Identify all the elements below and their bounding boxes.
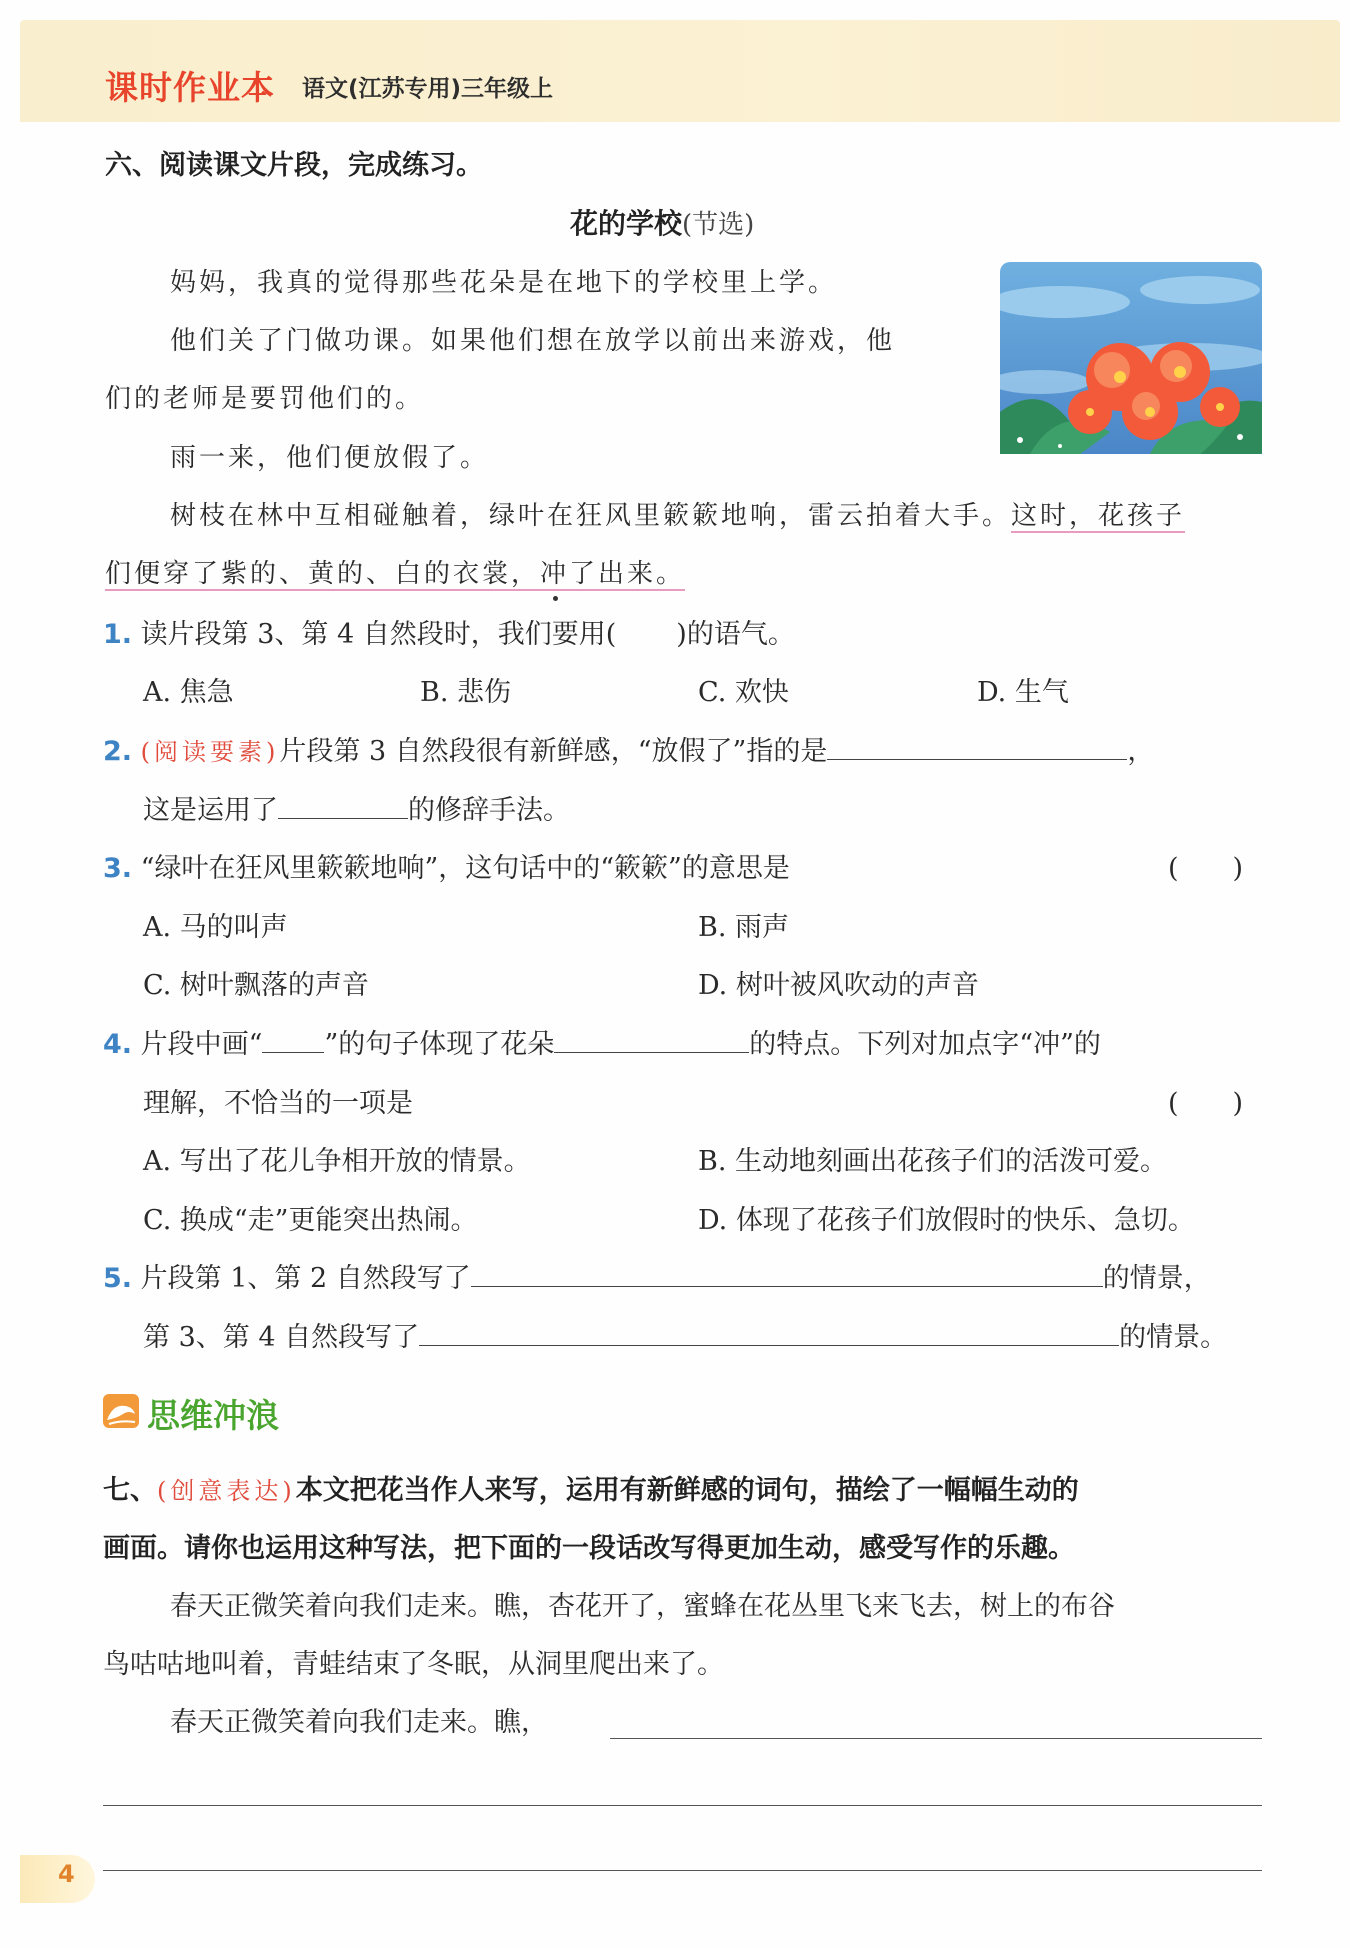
question-4-blank[interactable] [554,1030,749,1053]
subject-label: 语文(江苏专用)三年级上 [302,76,554,102]
passage-title [570,202,754,242]
question-1-text-b: )的语气。 [676,619,795,650]
q1-option-b[interactable]: B. 悲伤 [420,677,512,708]
section7-text-line1: 本文把花当作人来写，运用有新鲜感的词句，描绘了一幅幅生动的 [295,1475,1079,1506]
question-4 [103,1022,1101,1061]
q1-option-a[interactable]: A. 焦急 [143,677,234,708]
q3-option-b[interactable]: B. 雨声 [698,912,790,943]
q1-option-d[interactable]: D. 生气 [977,677,1069,708]
section7-prefix: 七、 [103,1475,157,1506]
q1-option-c[interactable]: C. 欢快 [698,677,789,708]
question-2-blank-2[interactable] [278,796,408,819]
section7-text-line2: 画面。请你也运用这种写法，把下面的一段话改写得更加生动，感受写作的乐趣。 [103,1533,1075,1564]
passage-p2-line2: 们的老师是要罚他们的。 [105,384,425,414]
q4-option-b[interactable]: B. 生动地刻画出花孩子们的活泼可爱。 [698,1146,1168,1177]
question-5-blank-2[interactable] [419,1323,1119,1346]
surf-wave-icon [103,1394,139,1428]
question-4-text-b: ”的句子体现了花朵 [324,1029,555,1060]
passage-p2-line1: 他们关了门做功课。如果他们想在放学以前出来游戏，他 [170,326,896,356]
question-2-line2-b: 的修辞手法。 [408,795,570,826]
q3-option-c[interactable]: C. 树叶飘落的声音 [143,970,369,1001]
brand-title: 课时作业本 [105,68,275,107]
question-1-text-a: 读片段第 3、第 4 自然段时，我们要用( [140,619,617,650]
passage-p4-line1-a: 树枝在林中互相碰触着，绿叶在狂风里簌簌地响，雷云拍着大手。 [170,501,1012,531]
question-2 [103,729,1154,768]
page-number: 4 [58,1860,75,1888]
q3-option-d[interactable]: D. 树叶被风吹动的声音 [698,970,979,1001]
thinking-wave-title: 思维冲浪 [147,1396,279,1435]
passage-p3: 雨一来，他们便放假了。 [170,443,490,473]
question-5-line2-b: 的情景。 [1119,1322,1228,1353]
question-5-number: 5. [103,1263,133,1294]
passage-p4-line2 [105,553,685,590]
passage-title-text: 花的学校 [570,207,683,240]
question-2-text-b: ， [1127,736,1155,767]
question-2-line2-a: 这是运用了 [143,795,278,826]
question-4-text-a: 片段中画“ [140,1029,263,1060]
question-5-line1-a: 片段第 1、第 2 自然段写了 [140,1263,471,1294]
writing-line-3[interactable] [103,1870,1262,1871]
question-2-text-a: 片段第 3 自然段很有新鲜感，“放假了”指的是 [279,736,828,767]
question-2-number: 2. [103,736,133,767]
sample-line1: 春天正微笑着向我们走来。瞧，杏花开了，蜜蜂在花丛里飞来飞去，树上的布谷 [170,1591,1115,1622]
sample-line2: 鸟咕咕地叫着，青蛙结束了冬眠，从洞里爬出来了。 [103,1649,724,1680]
section7-line1 [103,1468,1079,1507]
question-5-line2-a: 第 3、第 4 自然段写了 [143,1322,420,1353]
question-4-answer-paren[interactable]: ( ) [1168,1088,1244,1119]
q3-option-a[interactable]: A. 马的叫声 [143,912,288,943]
underlined-sentence-part1: 这时，花孩子 [1011,501,1186,531]
question-5-blank-1[interactable] [471,1264,1103,1287]
question-2-blank-1[interactable] [827,737,1127,760]
passage-p4-line1 [170,495,1185,532]
question-4-underline-sample [262,1030,324,1053]
section6-heading: 六、阅读课文片段，完成练习。 [105,150,483,181]
underlined-sentence-part2a: 们便穿了紫的、黄的、白的衣裳， [105,559,541,589]
underlined-sentence-part2b: 了出来。 [569,559,686,589]
question-1-number: 1. [103,619,133,650]
question-3-text: “绿叶在狂风里簌簌地响”，这句话中的“簌簌”的意思是 [140,853,790,884]
reading-element-tag: (阅读要素) [140,738,280,766]
question-5 [103,1256,1211,1295]
dotted-char-chong: 冲 [540,559,570,589]
question-2-line2 [143,788,570,827]
question-1-answer-blank[interactable] [616,621,676,643]
flower-illustration-icon [1000,262,1262,454]
question-3-number: 3. [103,853,133,884]
question-4-text-c: 的特点。下列对加点字“冲”的 [749,1029,1101,1060]
question-1 [103,612,795,651]
question-3 [103,846,790,885]
writing-line-1[interactable] [610,1738,1262,1739]
creative-expression-tag: (创意表达) [157,1477,296,1505]
passage-title-note: (节选) [682,210,755,240]
q4-option-c[interactable]: C. 换成“走”更能突出热闹。 [143,1205,478,1236]
writing-line-2[interactable] [103,1805,1262,1806]
question-5-line2 [143,1315,1227,1354]
q4-option-a[interactable]: A. 写出了花儿争相开放的情景。 [143,1146,531,1177]
question-4-number: 4. [103,1029,133,1060]
question-5-line1-b: 的情景， [1102,1263,1211,1294]
question-4-line2: 理解，不恰当的一项是 [143,1088,413,1119]
q4-option-d[interactable]: D. 体现了花孩子们放假时的快乐、急切。 [698,1205,1195,1236]
answer-start-text: 春天正微笑着向我们走来。瞧， [170,1707,548,1738]
passage-p1: 妈妈，我真的觉得那些花朵是在地下的学校里上学。 [170,268,838,298]
question-3-answer-paren[interactable]: ( ) [1168,853,1244,884]
